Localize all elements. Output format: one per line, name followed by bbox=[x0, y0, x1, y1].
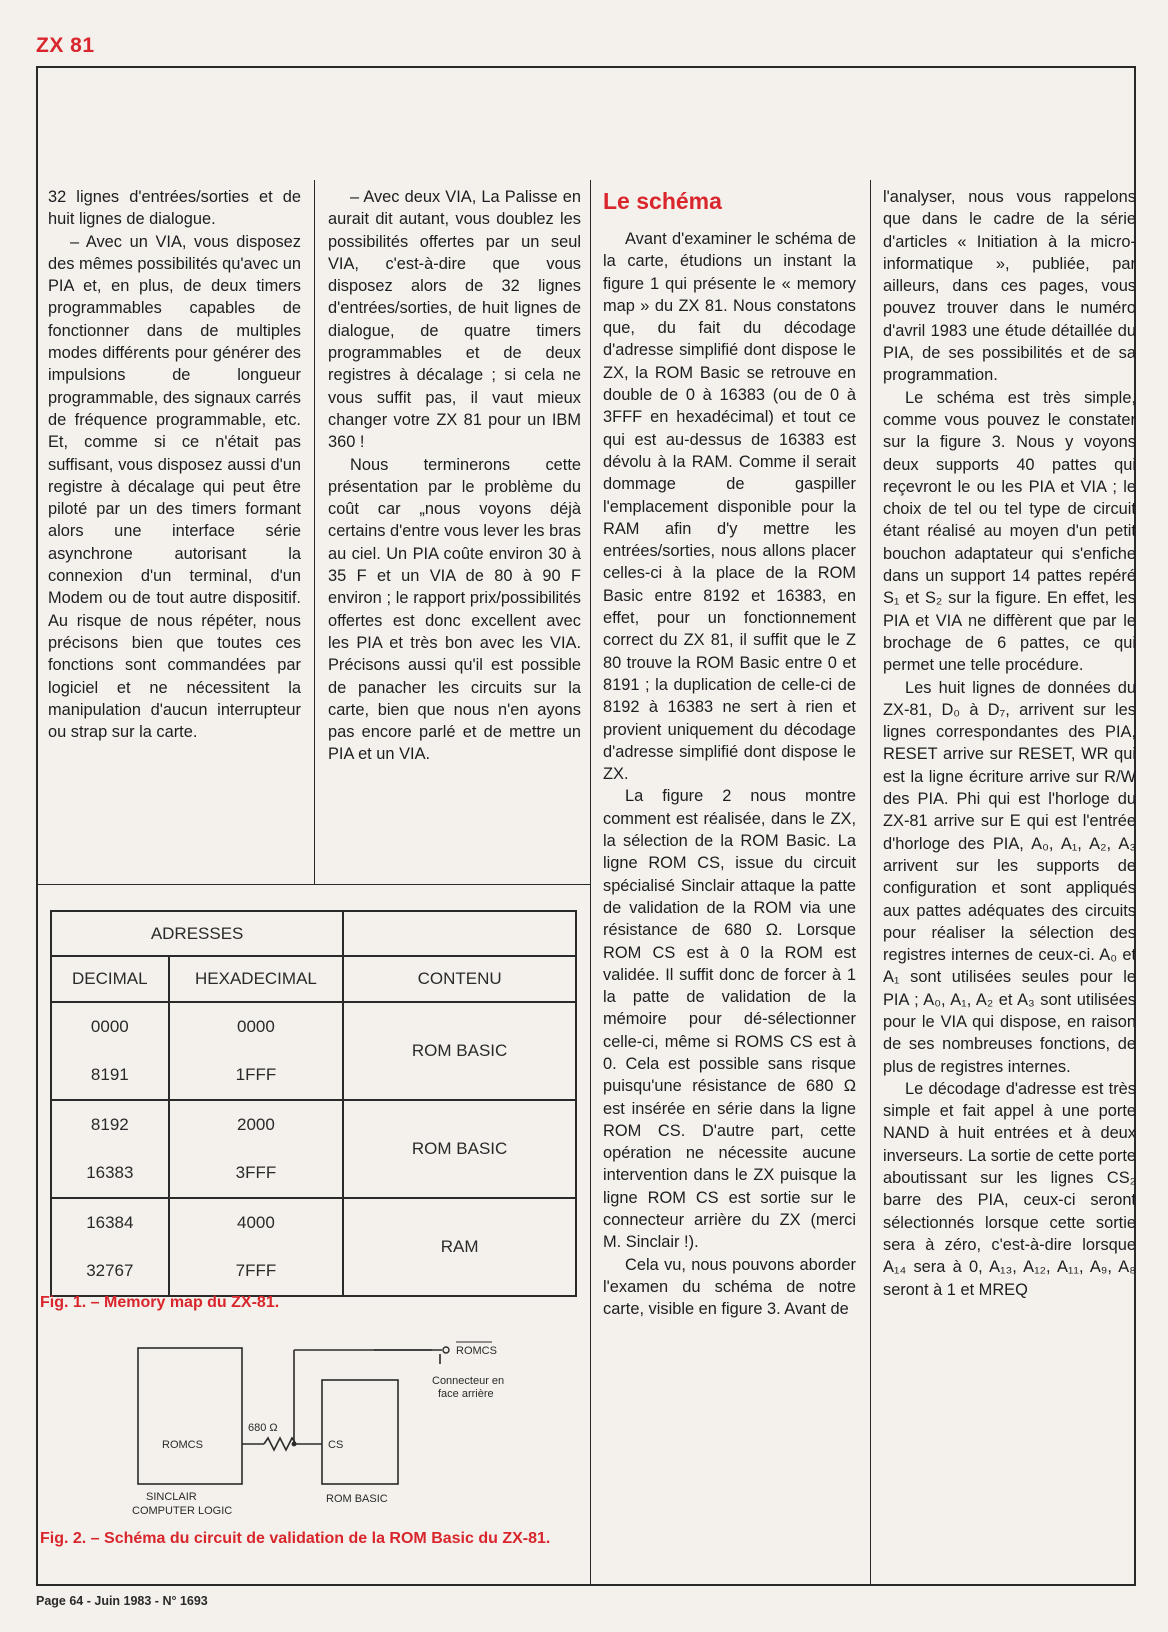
sinclair-logic-chip bbox=[138, 1348, 242, 1484]
paragraph: – Avec un VIA, vous disposez des mêmes possibilités qu'avec un PIA et, en plus, de deux timers programmables capables de fonctionner dans de multiples modes différents pour générer des impulsions de longueur programmable, des signaux carrés de fréquence programmable, etc. Et, comme si ce n'était pas suffisant, vous disposez aussi d'un registre à décalage qui peut être piloté par un des timers formant alors une interface série asynchrone autorisant la connexion d'un terminal, d'un Modem ou de tout autre dispositif. Au risque de nous répéter, nous précisons bien que toutes ces fonctions sont commandées par logiciel et ne nécessitent la manipulation d'aucun interrupteur ou strap sur la carte. bbox=[48, 232, 301, 742]
romcs-out-label: ROMCS bbox=[456, 1345, 497, 1357]
section-title: Le schéma bbox=[603, 188, 722, 214]
page-header: ZX 81 bbox=[36, 34, 95, 57]
cs-pin-label: CS bbox=[328, 1439, 344, 1451]
hex-range: 2000 3FFF bbox=[169, 1100, 344, 1198]
decimal-range: 0000 8191 bbox=[51, 1002, 169, 1100]
rom-validation-schematic bbox=[36, 1334, 576, 1524]
decimal-range: 16384 32767 bbox=[51, 1198, 169, 1296]
paragraph: Avant d'examiner le schéma de la carte, étudions un instant la figure 1 qui présente le « memory map » du ZX 81. Nous constatons que, du fait du décodage d'adresse simplifié dont dispose le ZX, la ROM Basic se retrouve en double de 0 à 16383 (ou de 0 à 3FFF en hexadécimal) et tout ce qui est au-dessus de 16383 est dévolu à la RAM. Comme il serait dommage de gaspiller l'emplacement disponible pour la RAM afin d'y mettre les entrées/sorties, nous allons placer celles-ci à la place de la ROM Basic entre 8192 et 16383, en effet, pour un fonctionnement correct du ZX 81, il suffit que le Z 80 trouve la ROM Basic entre 0 et 8191 ; la duplication de celle-ci de 8192 à 16383 ne sert à rien et provient uniquement du décodage d'adresse simplifié dont dispose le ZX. bbox=[603, 230, 856, 784]
header-empty bbox=[343, 911, 576, 956]
header-contenu: CONTENU bbox=[343, 956, 576, 1002]
paragraph: Cela vu, nous pouvons aborder l'examen du schéma de notre carte, visible en figure 3. Avant de bbox=[603, 1255, 856, 1319]
hex-range: 4000 7FFF bbox=[169, 1198, 344, 1296]
page-footer: Page 64 - Juin 1983 - N° 1693 bbox=[36, 1594, 208, 1608]
paragraph: Nous terminerons cette présentation par le problème du coût car „nous voyons déjà certains d'entre vous lever les bras au ciel. Un PIA coûte environ 30 à 35 F et un VIA de 80 à 90 F environ ; le rapport prix/possibilités offertes est donc excellent avec les PIA et très bon avec les VIA. Précisons aussi qu'il est possible de panacher les circuits sur la carte, bien que nous n'en ayons pas encore parlé et de mettre un PIA et un VIA. bbox=[328, 455, 581, 764]
rom-basic-label: ROM BASIC bbox=[326, 1493, 388, 1505]
contenu-cell: RAM bbox=[343, 1198, 576, 1296]
table-row bbox=[51, 1100, 576, 1198]
junction-dot bbox=[292, 1442, 297, 1447]
text-column-4 bbox=[883, 186, 1136, 1301]
paragraph: 32 lignes d'entrées/sorties et de huit lignes de dialogue. bbox=[48, 188, 301, 229]
sinclair-label: COMPUTER LOGIC bbox=[132, 1505, 233, 1517]
hex-range: 0000 1FFF bbox=[169, 1002, 344, 1100]
resistor-label: 680 Ω bbox=[248, 1422, 278, 1434]
sinclair-label: SINCLAIR bbox=[146, 1491, 197, 1503]
table-row bbox=[51, 1198, 576, 1296]
resistor-680 bbox=[264, 1438, 296, 1450]
column-divider bbox=[590, 180, 591, 1586]
paragraph: Le décodage d'adresse est très simple et fait appel à une porte NAND à huit entrées et à deux inverseurs. La sortie de cette porte aboutissant sur les lignes CS₂ barre des PIA, ceux-ci seront sélectionnés lorsque cette sortie sera à zéro, c'est-à-dire lorsque A₁₄ sera à 0, A₁₃, A₁₂, A₁₁, A₉, A₈ seront à 1 et MREQ bbox=[883, 1079, 1136, 1299]
column-divider bbox=[870, 180, 871, 1586]
paragraph: Le schéma est très simple, comme vous pouvez le constater sur la figure 3. Nous y voyons deux supports 40 pattes qui reçevront le ou les PIA et VIA ; le choix de tel ou tel type de circuit étant réalisé au moyen d'un petit bouchon adaptateur qui s'enfiche dans un support 14 pattes repéré S₁ et S₂ sur la figure. En effet, les PIA et VIA ne diffèrent que par le brochage de 6 pattes, ce qui permet une telle procédure. bbox=[883, 388, 1136, 675]
memory-map-table bbox=[50, 910, 577, 1297]
decimal-range: 8192 16383 bbox=[51, 1100, 169, 1198]
connector-label: Connecteur en bbox=[432, 1375, 505, 1387]
section-divider bbox=[36, 884, 591, 885]
header-adresses: ADRESSES bbox=[51, 911, 343, 956]
column-divider bbox=[314, 180, 315, 884]
paragraph: l'analyser, nous vous rappelons que dans le cadre de la série d'articles « Initiation à la micro-informatique », publiée, par ailleurs, dans ces pages, vous pouvez trouver dans le numéro d'avril 1983 une étude détaillée du PIA, de ses possibilités et de sa programmation. bbox=[883, 188, 1136, 385]
contenu-cell: ROM BASIC bbox=[343, 1002, 576, 1100]
rom-basic-chip bbox=[322, 1380, 398, 1484]
header-hexadecimal: HEXADECIMAL bbox=[169, 956, 344, 1002]
paragraph: Les huit lignes de données du ZX-81, D₀ à D₇, arrivent sur les lignes correspondantes des PIA, RESET arrive sur RESET, WR qui est la ligne écriture arrive sur R/W des PIA. Phi qui est l'horloge du ZX-81 arrive sur E qui est l'entrée d'horloge des PIA, A₀, A₁, A₂, A₃ arrivent sur les supports de configuration et sont appliqués aux pattes adéquates des circuits pour réaliser la sélection des registres internes de ceux-ci. A₀ et A₁ sont utilisées seules pour le PIA ; A₀, A₁, A₂ et A₃ sont utilisées pour le VIA qui dispose, en raison de ses nombreuses fonctions, de plus de registres internes. bbox=[883, 678, 1136, 1076]
connector-label: face arrière bbox=[438, 1388, 494, 1400]
connector-pin bbox=[443, 1347, 449, 1353]
paragraph: La figure 2 nous montre comment est réalisée, dans le ZX, la sélection de la ROM Basic. La ligne ROM CS, issue du circuit spécialisé Sinclair attaque la patte de validation de la ROM via une résistance de 680 Ω. Lorsque ROM CS est à 0 la ROM est validée. Il suffit donc de forcer à 1 la patte de validation de la mémoire pour dé-sélectionner celle-ci, même si ROMS CS est à 0. Cela est possible sans risque puisqu'une résistance de 680 Ω est insérée en série dans la ligne ROM CS. D'autre part, cette opération ne nécessite aucune intervention dans le ZX puisque la ligne ROM CS est sortie sur le connecteur arrière du ZX (merci M. Sinclair !). bbox=[603, 787, 856, 1252]
text-column-2 bbox=[328, 186, 581, 766]
figure-1-caption: Fig. 1. – Memory map du ZX-81. bbox=[40, 1294, 280, 1311]
text-column-1 bbox=[48, 186, 301, 743]
table-row bbox=[51, 1002, 576, 1100]
header-decimal: DECIMAL bbox=[51, 956, 169, 1002]
contenu-cell: ROM BASIC bbox=[343, 1100, 576, 1198]
figure-2-caption: Fig. 2. – Schéma du circuit de validation de la ROM Basic du ZX-81. bbox=[40, 1530, 551, 1547]
romcs-pin-label: ROMCS bbox=[162, 1439, 203, 1451]
paragraph: – Avec deux VIA, La Palisse en aurait dit autant, vous doublez les possibilités offertes par un seul VIA, c'est-à-dire que vous disposez alors de 32 lignes d'entrées/sorties, de huit lignes de dialogue, de quatre timers programmables et de deux registres à décalage ; si cela ne vous suffit pas, il vaut mieux changer votre ZX 81 pour un IBM 360 ! bbox=[328, 188, 581, 452]
text-column-3 bbox=[603, 188, 856, 1321]
